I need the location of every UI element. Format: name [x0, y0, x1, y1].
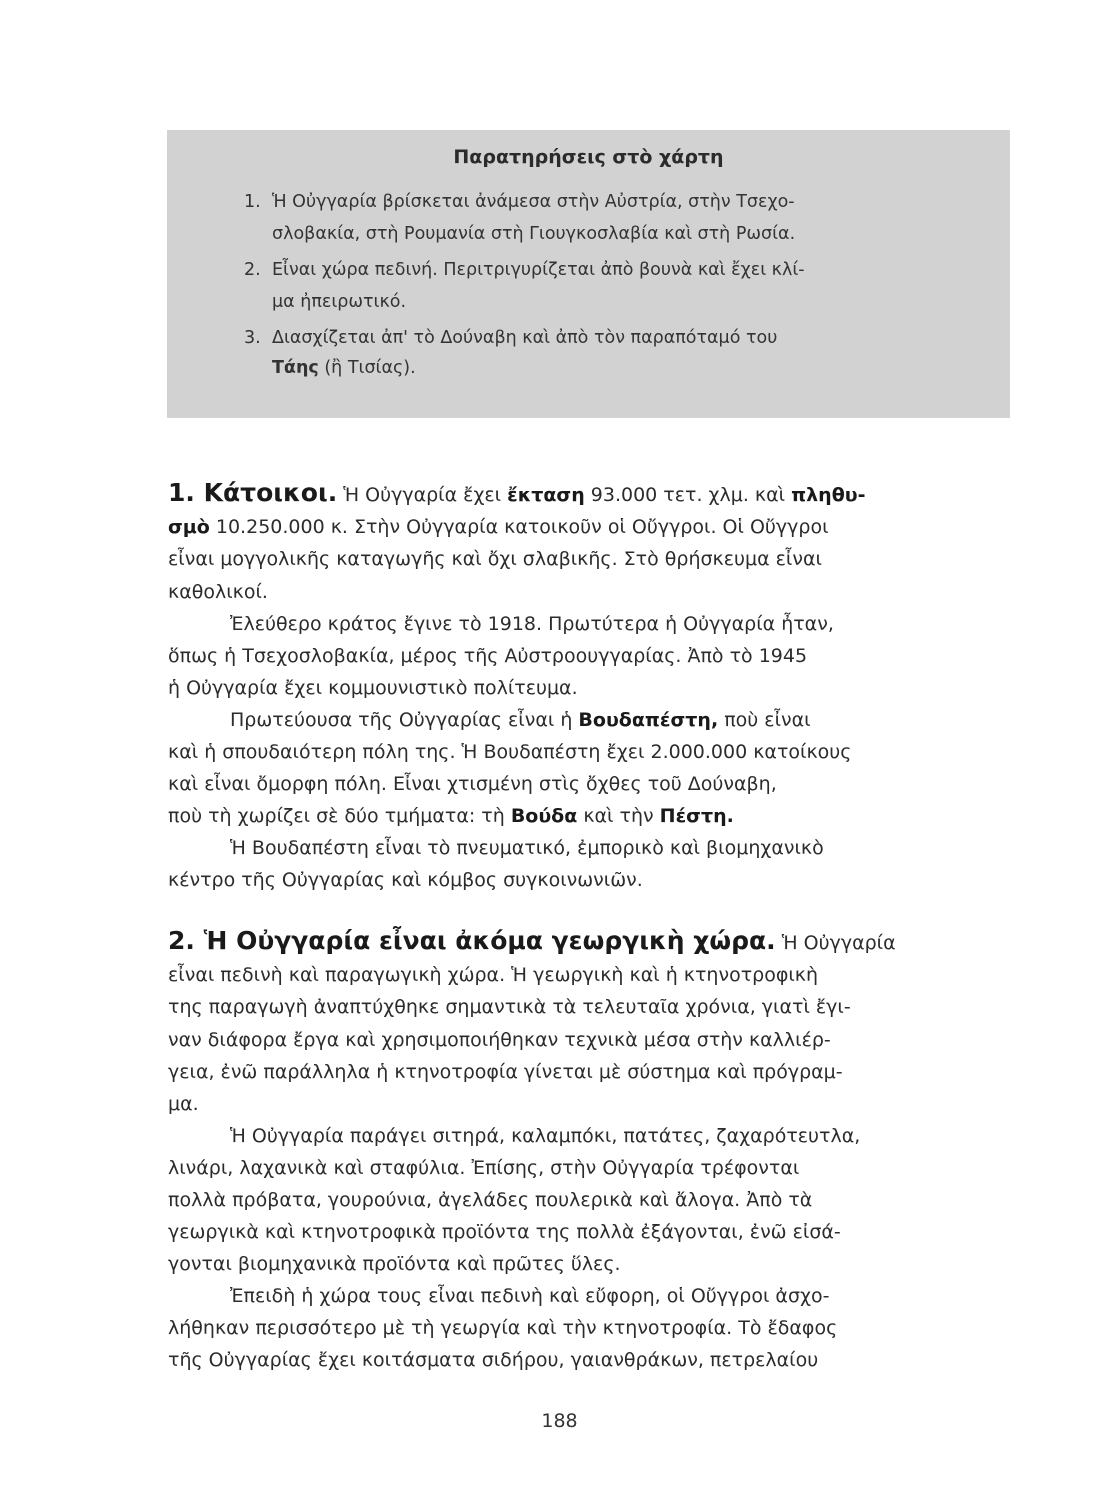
- section1-heading-line: 1. Κάτοικοι. Ἡ Οὐγγαρία ἔχει ἔκταση 93.000 τετ. χλμ. καὶ πληθυ-: [168, 478, 866, 507]
- text-line: Ἡ Οὐγγαρία παράγει σιτηρά, καλαμπόκι, πατάτες, ζαχαρότευτλα,: [230, 1125, 861, 1147]
- text-line: Ἡ Βουδαπέστη εἶναι τὸ πνευματικό, ἐμπορικὸ καὶ βιομηχανικὸ: [230, 837, 824, 859]
- text-line: τῆς Οὐγγαρίας ἔχει κοιτάσματα σιδήρου, γαιανθράκων, πετρελαίου: [168, 1349, 819, 1371]
- section2-heading: 2. Ἡ Οὐγγαρία εἶναι ἀκόμα γεωργικὴ χώρα.: [168, 926, 776, 955]
- text-line: εἶναι πεδινὴ καὶ παραγωγικὴ χώρα. Ἡ γεωργικὴ καὶ ἡ κτηνοτροφικὴ: [168, 964, 819, 986]
- text-line: ποὺ τὴ χωρίζει σὲ δύο τμήματα: τὴ Βούδα καὶ τὴν Πέστη.: [168, 805, 734, 827]
- text-line: γεωργικὰ καὶ κτηνοτροφικὰ προϊόντα της πολλὰ ἐξάγονται, ἐνῶ εἰσά-: [168, 1221, 841, 1243]
- text-line: κέντρο τῆς Οὐγγαρίας καὶ κόμβος συγκοινωνιῶν.: [168, 869, 643, 891]
- text-line: γεια, ἐνῶ παράλληλα ἡ κτηνοτροφία γίνεται μὲ σύστημα καὶ πρόγραμ-: [168, 1061, 843, 1083]
- page-number: 188: [541, 1410, 578, 1432]
- notes-title: Παρατηρήσεις στὸ χάρτη: [453, 146, 724, 168]
- text-line: εἶναι μογγολικῆς καταγωγῆς καὶ ὄχι σλαβικῆς. Στὸ θρήσκευμα εἶναι: [168, 548, 822, 570]
- text-line: πολλὰ πρόβατα, γουρούνια, ἀγελάδες πουλερικὰ καὶ ἄλογα. Ἀπὸ τὰ: [168, 1189, 813, 1211]
- capital-name: Βουδαπέστη,: [578, 709, 719, 731]
- text-line: Πρωτεύουσα τῆς Οὐγγαρίας εἶναι ἡ Βουδαπέστη, ποὺ εἶναι: [230, 709, 811, 731]
- river-name: Τάης: [272, 358, 319, 378]
- text-line: ὅπως ἡ Τσεχοσλοβακία, μέρος τῆς Αὐστροουγγαρίας. Ἀπὸ τὸ 1945: [168, 645, 808, 667]
- text-line: καθολικοί.: [168, 581, 268, 603]
- text-line: γονται βιομηχανικὰ προϊόντα καὶ πρῶτες ὕλες.: [168, 1253, 621, 1275]
- text-line: ναν διάφορα ἔργα καὶ χρησιμοποιήθηκαν τεχνικὰ μέσα στὴν καλλιέρ-: [168, 1029, 831, 1051]
- text-line: λήθηκαν περισσότερο μὲ τὴ γεωργία καὶ τὴν κτηνοτροφία. Τὸ ἔδαφος: [168, 1317, 838, 1339]
- section1-heading: 1. Κάτοικοι.: [168, 478, 338, 507]
- text-line: ἡ Οὐγγαρία ἔχει κομμουνιστικὸ πολίτευμα.: [168, 677, 578, 699]
- text-line: καὶ εἶναι ὄμορφη πόλη. Εἶναι χτισμένη στὶς ὄχθες τοῦ Δούναβη,: [168, 773, 777, 795]
- text-line: της παραγωγὴ ἀναπτύχθηκε σημαντικὰ τὰ τελευταῖα χρόνια, γιατὶ ἔγι-: [168, 996, 851, 1018]
- text-line: μα.: [168, 1093, 199, 1115]
- text-line: καὶ ἡ σπουδαιότερη πόλη της. Ἡ Βουδαπέστη ἔχει 2.000.000 κατοίκους: [168, 741, 852, 763]
- text-line: σμὸ 10.250.000 κ. Στὴν Οὐγγαρία κατοικοῦν οἱ Οὔγγροι. Οἱ Οὔγγροι: [168, 516, 829, 538]
- text-line: Ἐπειδὴ ἡ χώρα τους εἶναι πεδινὴ καὶ εὔφορη, οἱ Οὔγγροι ἀσχο-: [230, 1285, 830, 1307]
- section2-heading-line: 2. Ἡ Οὐγγαρία εἶναι ἀκόμα γεωργικὴ χώρα. Ἡ Οὐγγαρία: [168, 926, 896, 955]
- text-line: λινάρι, λαχανικὰ καὶ σταφύλια. Ἐπίσης, στὴν Οὐγγαρία τρέφονται: [168, 1157, 800, 1179]
- text-line: Ἐλεύθερο κράτος ἔγινε τὸ 1918. Πρωτύτερα ἡ Οὐγγαρία ἦταν,: [230, 613, 834, 635]
- map-notes-box: Παρατηρήσεις στὸ χάρτη 1. Ἡ Οὐγγαρία βρίσκεται ἀνάμεσα στὴν Αὐστρία, στὴν Τσεχο- σλοβακία, στὴ Ρουμανία στὴ Γιουγκοσλαβία καὶ στὴ Ρωσία. 2. Εἶναι χώρα πεδινή. Περιτριγυρίζεται ἀπὸ βουνὰ καὶ ἔχει κλί- μα ἠπειρωτικό. 3. Διασχίζεται ἀπ' τὸ Δούναβη καὶ ἀπὸ τὸν παραπόταμό του Τάης (ἢ Τισίας).: [167, 130, 1010, 418]
